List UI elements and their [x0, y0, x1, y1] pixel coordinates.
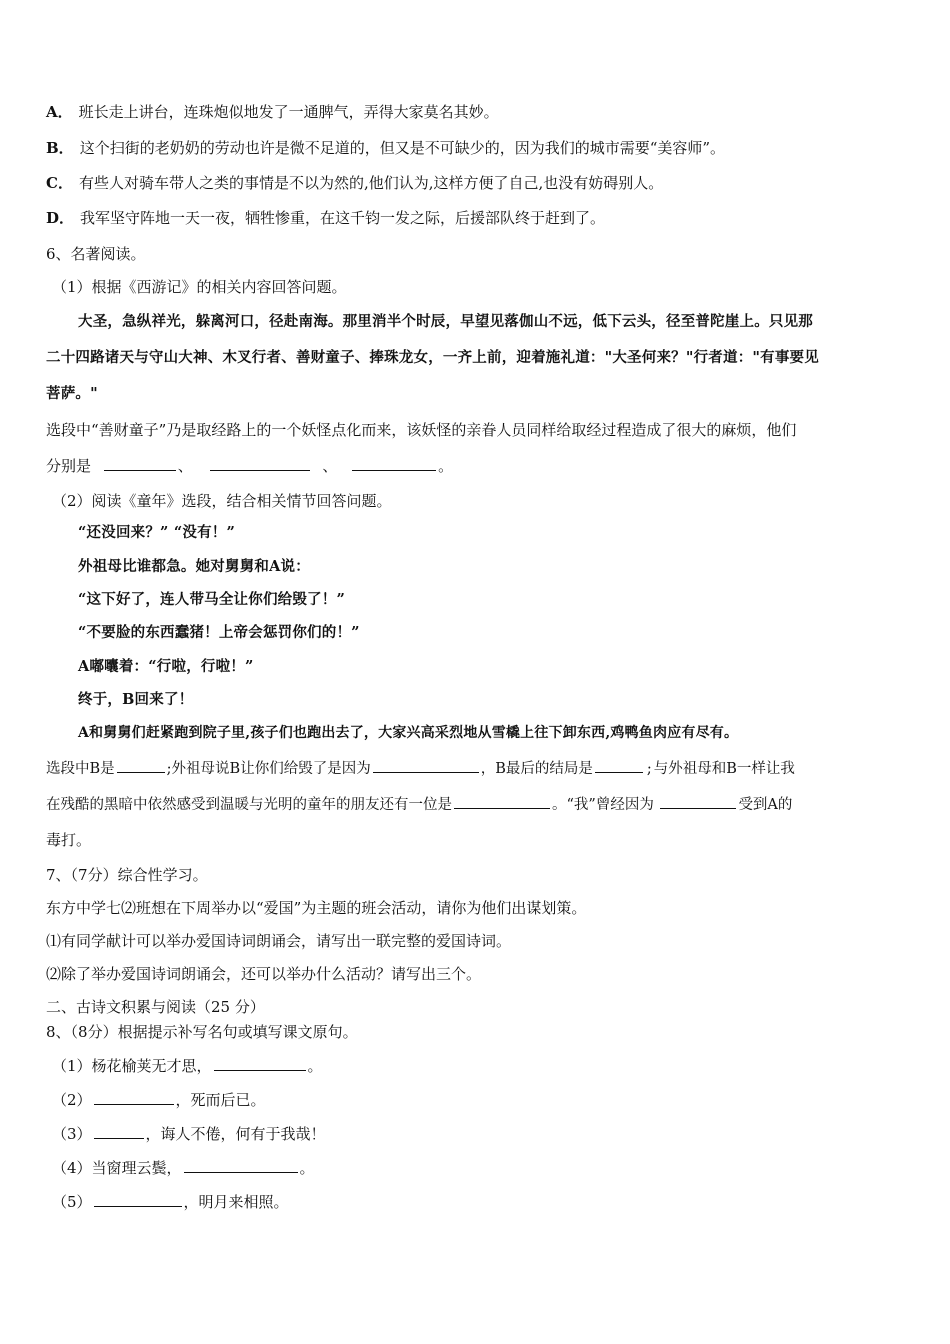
item-text: ，死而后已。 — [175, 1091, 266, 1109]
q6-passage1-line3: 菩萨。" — [46, 385, 98, 402]
answer-blank[interactable] — [352, 455, 436, 471]
q6-passage2-line: “还没回来？” “没有！” — [78, 524, 236, 541]
answer-blank[interactable] — [94, 1191, 182, 1207]
q8-item-1 — [52, 1055, 910, 1077]
q6-question1-line1: 选段中“善财童子”乃是取经路上的一个妖怪点化而来，该妖怪的亲眷人员同样给取经过程造成了很大的麻烦，他们 — [46, 421, 797, 439]
item-text: 。 — [299, 1159, 315, 1177]
question-text: 与外祖母和B一样让我 — [653, 761, 795, 777]
q6-passage2-line: 外祖母比谁都急。她对舅舅和A说： — [78, 558, 310, 575]
option-d — [46, 207, 910, 229]
question-text: ;外祖母说B让你们给毁了是因为 — [166, 761, 371, 777]
option-c — [46, 172, 910, 194]
q7-title: 7、（7分）综合性学习。 — [46, 866, 208, 884]
option-text: 有些人对骑车带人之类的事情是不以为然的,他们认为,这样方便了自己,也没有妨碍别人。 — [78, 174, 664, 192]
q7-item-1: ⑴有同学献计可以举办爱国诗词朗诵会，请写出一联完整的爱国诗词。 — [46, 932, 512, 950]
separator: 、 — [322, 457, 338, 475]
item-text: （3） — [52, 1125, 92, 1143]
option-a — [46, 101, 910, 123]
separator: 、 — [177, 457, 193, 475]
q6-part1-prompt: （1）根据《西游记》的相关内容回答问题。 — [52, 278, 347, 296]
q6-question2-line1: 选段中B是 ;外祖母说B让你们给毁了是因为 ，B最后的结局是 ; 与外祖母和B一样让我 — [46, 757, 910, 780]
answer-blank[interactable] — [210, 455, 310, 471]
answer-blank[interactable] — [454, 793, 550, 809]
q6-question2-line3: 毒打。 — [46, 831, 92, 849]
q6-question2-line2 — [46, 793, 910, 816]
q8-item-2 — [52, 1089, 910, 1111]
q7-intro: 东方中学七⑵班想在下周举办以“爱国”为主题的班会活动，请你为他们出谋划策。 — [46, 899, 587, 917]
option-key: B． — [46, 139, 74, 157]
item-text: ，诲人不倦，何有于我哉！ — [145, 1125, 326, 1143]
answer-blank[interactable] — [104, 455, 176, 471]
q6-passage2-line: A嘟囔着：“行啦，行啦！” — [78, 658, 254, 675]
q6-passage2-line: 终于，B回来了！ — [78, 691, 194, 708]
q6-passage2-line: “这下好了，连人带马全让你们给毁了！” — [78, 591, 345, 608]
question-text: 选段中B是 — [46, 761, 115, 777]
answer-blank[interactable] — [373, 757, 479, 773]
answer-blank[interactable] — [595, 757, 643, 773]
option-key: D． — [46, 209, 75, 227]
q8-title: 8、（8分）根据提示补写名句或填写课文原句。 — [46, 1023, 358, 1041]
option-text: 我军坚守阵地一天一夜，牺牲惨重，在这千钧一发之际，后援部队终于赶到了。 — [80, 209, 606, 227]
item-text: （1）杨花榆荚无才思， — [52, 1057, 212, 1075]
answer-blank[interactable] — [94, 1123, 144, 1139]
question-text: 在残酷的黑暗中依然感受到温暖与光明的童年的朋友还有一位是 — [46, 797, 452, 813]
line-end: 。 — [438, 457, 454, 475]
option-text: 这个扫街的老奶奶的劳动也许是微不足道的，但又是不可缺少的，因为我们的城市需要“美容师”。 — [79, 139, 726, 157]
answer-blank[interactable] — [660, 793, 736, 809]
item-text: 。 — [307, 1057, 323, 1075]
q6-title: 6、名著阅读。 — [46, 245, 146, 263]
answer-blank[interactable] — [184, 1157, 298, 1173]
option-b — [46, 137, 910, 159]
item-text: （5） — [52, 1193, 92, 1211]
option-text: 班长走上讲台，连珠炮似地发了一通脾气，弄得大家莫名其妙。 — [78, 103, 499, 121]
q6-passage1-line2: 二十四路诸天与守山大神、木叉行者、善财童子、捧珠龙女，一齐上前，迎着施礼道："大圣何来？"行者道："有事要见 — [46, 349, 819, 366]
q6-passage1-line1: 大圣，急纵祥光，躲离河口，径赴南海。那里消半个时辰，早望见落伽山不远，低下云头，径至普陀崖上。只见那 — [78, 313, 813, 330]
question-text: 分别是 — [46, 457, 92, 475]
option-key: A． — [46, 103, 73, 121]
answer-blank[interactable] — [214, 1055, 306, 1071]
q7-item-2: ⑵除了举办爱国诗词朗诵会，还可以举办什么活动？请写出三个。 — [46, 965, 482, 983]
question-text: 受到A的 — [738, 797, 793, 813]
q8-item-4 — [52, 1157, 910, 1179]
question-text: ，B最后的结局是 — [480, 761, 593, 777]
item-text: （2） — [52, 1091, 92, 1109]
q6-part2-prompt: （2）阅读《童年》选段，结合相关情节回答问题。 — [52, 492, 392, 510]
item-text: ，明月来相照。 — [183, 1193, 289, 1211]
q8-item-5 — [52, 1191, 910, 1213]
q8-item-3 — [52, 1123, 910, 1145]
answer-blank[interactable] — [94, 1089, 174, 1105]
question-text: 。“我”曾经因为 — [552, 797, 654, 813]
q6-passage2-line: “不要脸的东西蠢猪！上帝会惩罚你们的！” — [78, 624, 360, 641]
section-title: 二、古诗文积累与阅读（25 分） — [46, 998, 265, 1016]
q6-question1-line2 — [46, 455, 910, 477]
q6-passage2-line: A和舅舅们赶紧跑到院子里,孩子们也跑出去了，大家兴高采烈地从雪橇上往下卸东西,鸡鸭鱼肉应有尽有。 — [78, 725, 739, 741]
option-key: C． — [46, 174, 73, 192]
item-text: （4）当窗理云鬓， — [52, 1159, 182, 1177]
answer-blank[interactable] — [117, 757, 165, 773]
